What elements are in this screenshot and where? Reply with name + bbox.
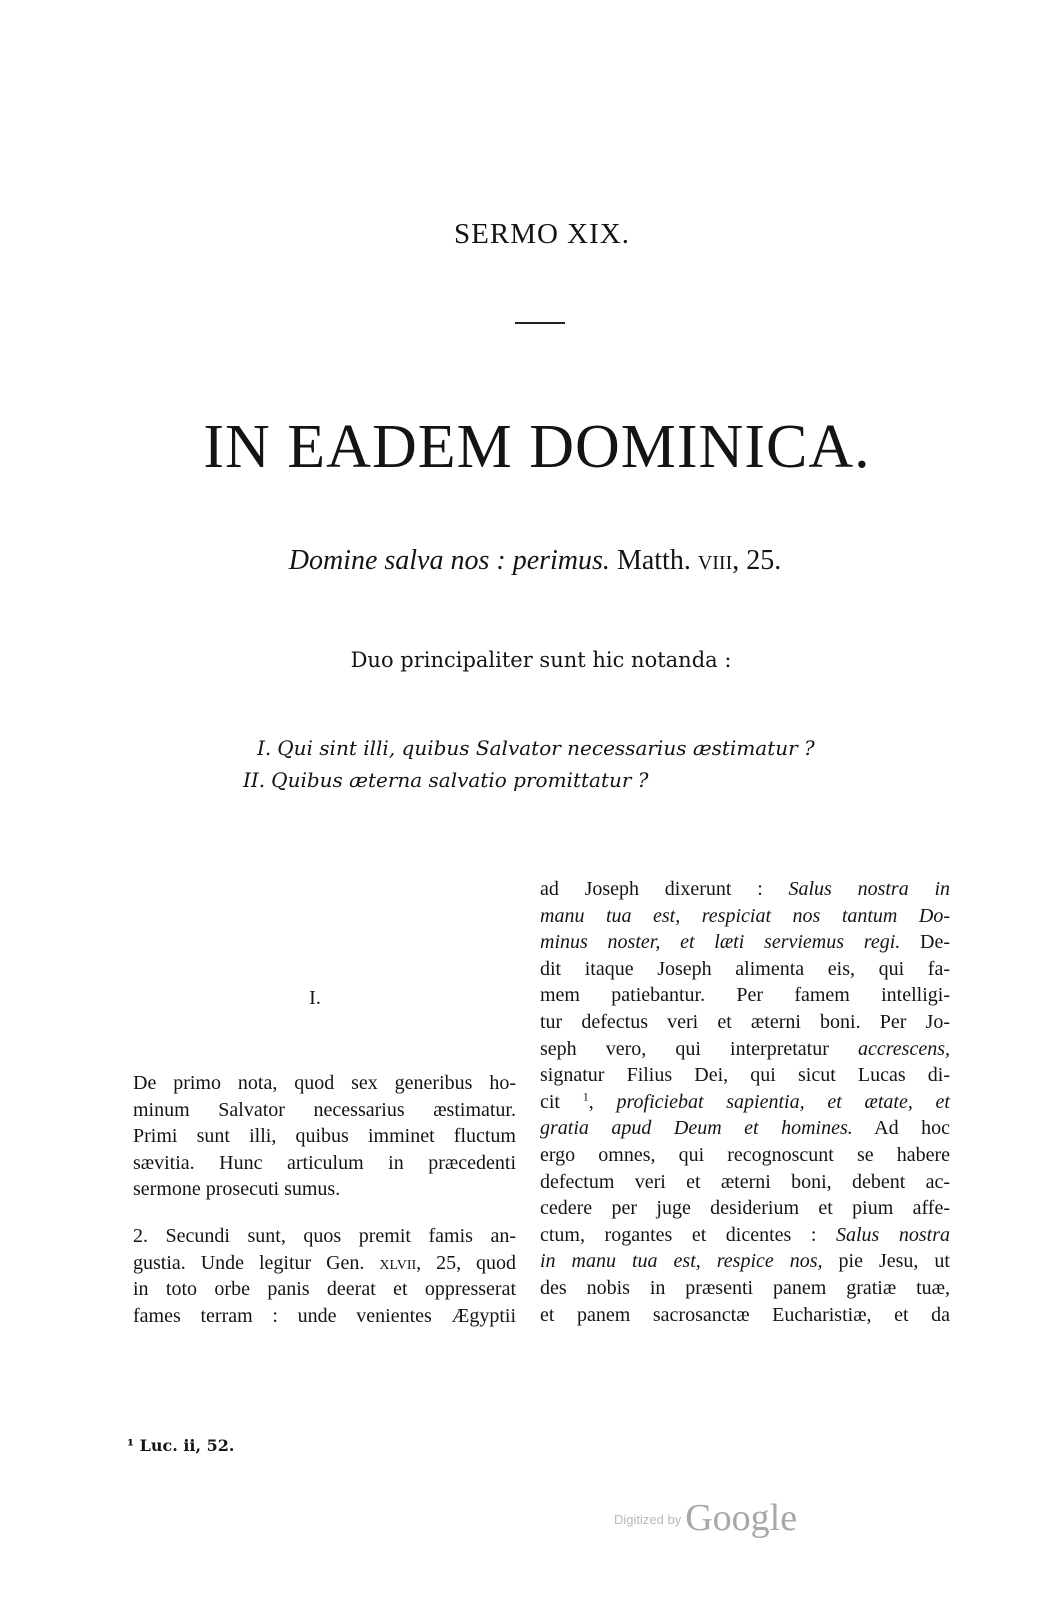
digitized-watermark: [614, 1496, 797, 1540]
text-line: [540, 903, 950, 930]
text-line: [540, 1222, 950, 1249]
scripture-quote: accrescens,: [858, 1037, 950, 1060]
text-line: sævitia. Hunc articulum in præcedenti: [133, 1151, 516, 1174]
text-run: cit: [540, 1090, 583, 1113]
text-line: dit itaque Joseph alimenta eis, qui fa-: [540, 957, 950, 980]
scripture-quote: manu tua est, respiciat nos tantum Do-: [540, 904, 950, 927]
text-line: [133, 1250, 516, 1277]
text-line: [540, 1089, 950, 1116]
epigraph-ref-prefix: Matth.: [616, 545, 691, 576]
scripture-quote: in manu tua est, respice nos,: [540, 1250, 823, 1273]
epigraph: [0, 545, 1060, 577]
text-run: ,: [588, 1090, 617, 1113]
text-line: [540, 1036, 950, 1063]
text-line: in toto orbe panis deerat et oppresserat: [133, 1278, 516, 1301]
text-line: des nobis in præsenti panem gratiæ tuæ,: [540, 1276, 950, 1299]
text-run: seph vero, qui interpretatur: [540, 1037, 858, 1060]
division-point-number: II.: [243, 768, 266, 792]
paragraph: [133, 1223, 516, 1329]
scripture-quote: Salus nostra in: [788, 878, 950, 900]
title-divider-rule: [515, 322, 565, 324]
text-line: De primo nota, quod sex generibus ho-: [133, 1072, 516, 1094]
text-line: et panem sacrosanctæ Eucharistiæ, et da: [540, 1303, 950, 1326]
division-intro: Duo principaliter sunt hic notanda :: [350, 648, 732, 672]
scripture-quote: gratia apud Deum et homines.: [540, 1117, 853, 1140]
text-line: mem patiebantur. Per famem intelligi-: [540, 984, 950, 1007]
scripture-quote: Salus nostra: [835, 1223, 950, 1246]
epigraph-ref-verse: , 25.: [732, 545, 782, 576]
scripture-quote: minus noster, et læti serviemus regi.: [540, 931, 901, 954]
bible-chapter-ref: xlvii: [379, 1251, 417, 1274]
division-point-number: I.: [257, 736, 272, 760]
text-run: pie Jesu, ut: [822, 1250, 950, 1273]
text-run: ad Joseph dixerunt :: [540, 878, 789, 900]
right-text-column: [540, 876, 950, 1328]
text-run: , 25, quod: [416, 1251, 517, 1274]
left-text-column: [133, 1070, 516, 1329]
text-line: cedere per juge desiderium et pium affe-: [540, 1197, 950, 1220]
text-line: defectum veri et æterni boni, debent ac-: [540, 1170, 950, 1193]
sermon-number: SERMO XIX.: [454, 218, 630, 250]
text-run: Ad hoc: [852, 1117, 950, 1140]
text-line: Primi sunt illi, quibus imminet fluctum: [133, 1125, 516, 1148]
epigraph-quote: Domine salva nos : perimus.: [288, 545, 610, 576]
text-line: [540, 1248, 950, 1275]
text-line: 2. Secundi sunt, quos premit famis an-: [133, 1224, 516, 1247]
text-run: gustia. Unde legitur Gen.: [133, 1251, 380, 1274]
division-point: [243, 764, 883, 796]
text-run: De-: [900, 931, 951, 954]
epigraph-ref-chapter: viii: [697, 545, 733, 576]
footnote: ¹ Luc. ii, 52.: [127, 1436, 235, 1455]
page-title: IN EADEM DOMINICA.: [203, 413, 871, 481]
footnote-marker: 1: [582, 1089, 589, 1104]
text-line: minum Salvator necessarius æstimatur.: [133, 1098, 516, 1121]
text-line: sermone prosecuti sumus.: [133, 1178, 341, 1201]
division-list: [243, 732, 883, 796]
google-logo: Google: [685, 1497, 798, 1539]
text-line: ergo omnes, qui recognoscunt se habere: [540, 1143, 950, 1166]
text-line: signatur Filius Dei, qui sicut Lucas di-: [540, 1064, 950, 1087]
section-numeral: I.: [309, 987, 321, 1009]
division-point: [243, 732, 883, 764]
division-point-text: Quibus æterna salvatio promittatur ?: [271, 768, 649, 792]
scripture-quote: proficiebat sapientia, et ætate, et: [616, 1090, 950, 1113]
text-run: ctum, rogantes et dicentes :: [540, 1223, 836, 1246]
text-line: [540, 1115, 950, 1142]
watermark-prefix: Digitized by: [614, 1512, 682, 1527]
paragraph: [133, 1070, 516, 1203]
text-line: fames terram : unde venientes Ægyptii: [133, 1304, 516, 1327]
text-line: [540, 929, 950, 956]
text-line: tur defectus veri et æterni boni. Per Jo-: [540, 1010, 950, 1033]
text-line: [540, 876, 950, 903]
division-point-text: Qui sint illi, quibus Salvator necessarius æstimatur ?: [277, 736, 815, 760]
